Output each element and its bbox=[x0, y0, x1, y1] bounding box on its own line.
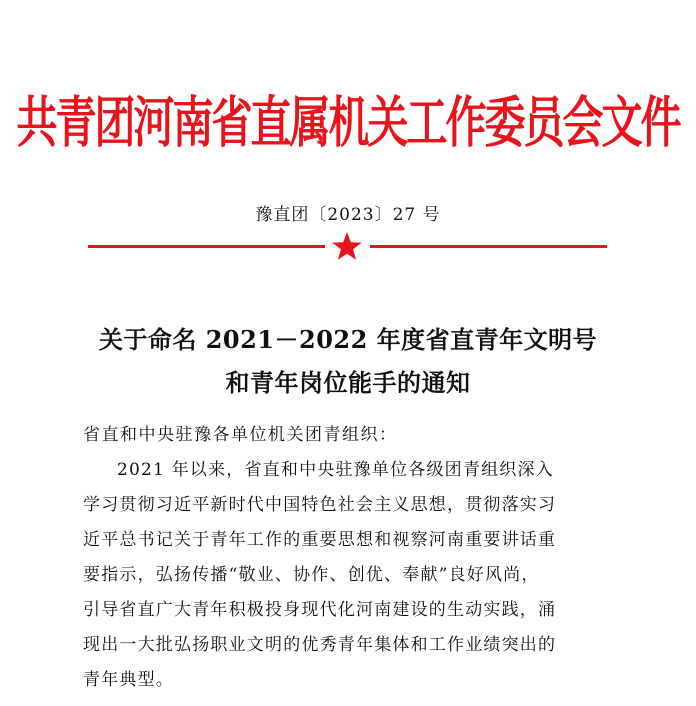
salutation: 省直和中央驻豫各单位机关团青组织： bbox=[83, 425, 398, 445]
red-header-title: 共青团河南省直属机关工作委员会文件 bbox=[16, 90, 680, 155]
body-line: 2021 年以来，省直和中央驻豫单位各级团青组织深入 bbox=[117, 460, 554, 480]
notice-title-line-1: 关于命名 2021－2022 年度省直青年文明号 bbox=[98, 325, 598, 354]
red-star-icon bbox=[331, 231, 363, 261]
red-divider-left bbox=[88, 245, 325, 248]
red-divider-right bbox=[370, 245, 607, 248]
notice-title-line-2: 和青年岗位能手的通知 bbox=[225, 368, 471, 397]
body-line: 青年典型。 bbox=[83, 670, 174, 690]
body-line: 学习贯彻习近平新时代中国特色社会主义思想，贯彻落实习 bbox=[83, 495, 557, 515]
body-line: 现出一大批弘扬职业文明的优秀青年集体和工作业绩突出的 bbox=[83, 635, 557, 655]
body-line: 引导省直广大青年积极投身现代化河南建设的生动实践，涌 bbox=[83, 600, 557, 620]
document-number: 豫直团〔2023〕27 号 bbox=[255, 205, 441, 225]
body-line: 近平总书记关于青年工作的重要思想和视察河南重要讲话重 bbox=[83, 530, 557, 550]
body-line: 要指示，弘扬传播“敬业、协作、创优、奉献”良好风尚， bbox=[83, 565, 540, 585]
